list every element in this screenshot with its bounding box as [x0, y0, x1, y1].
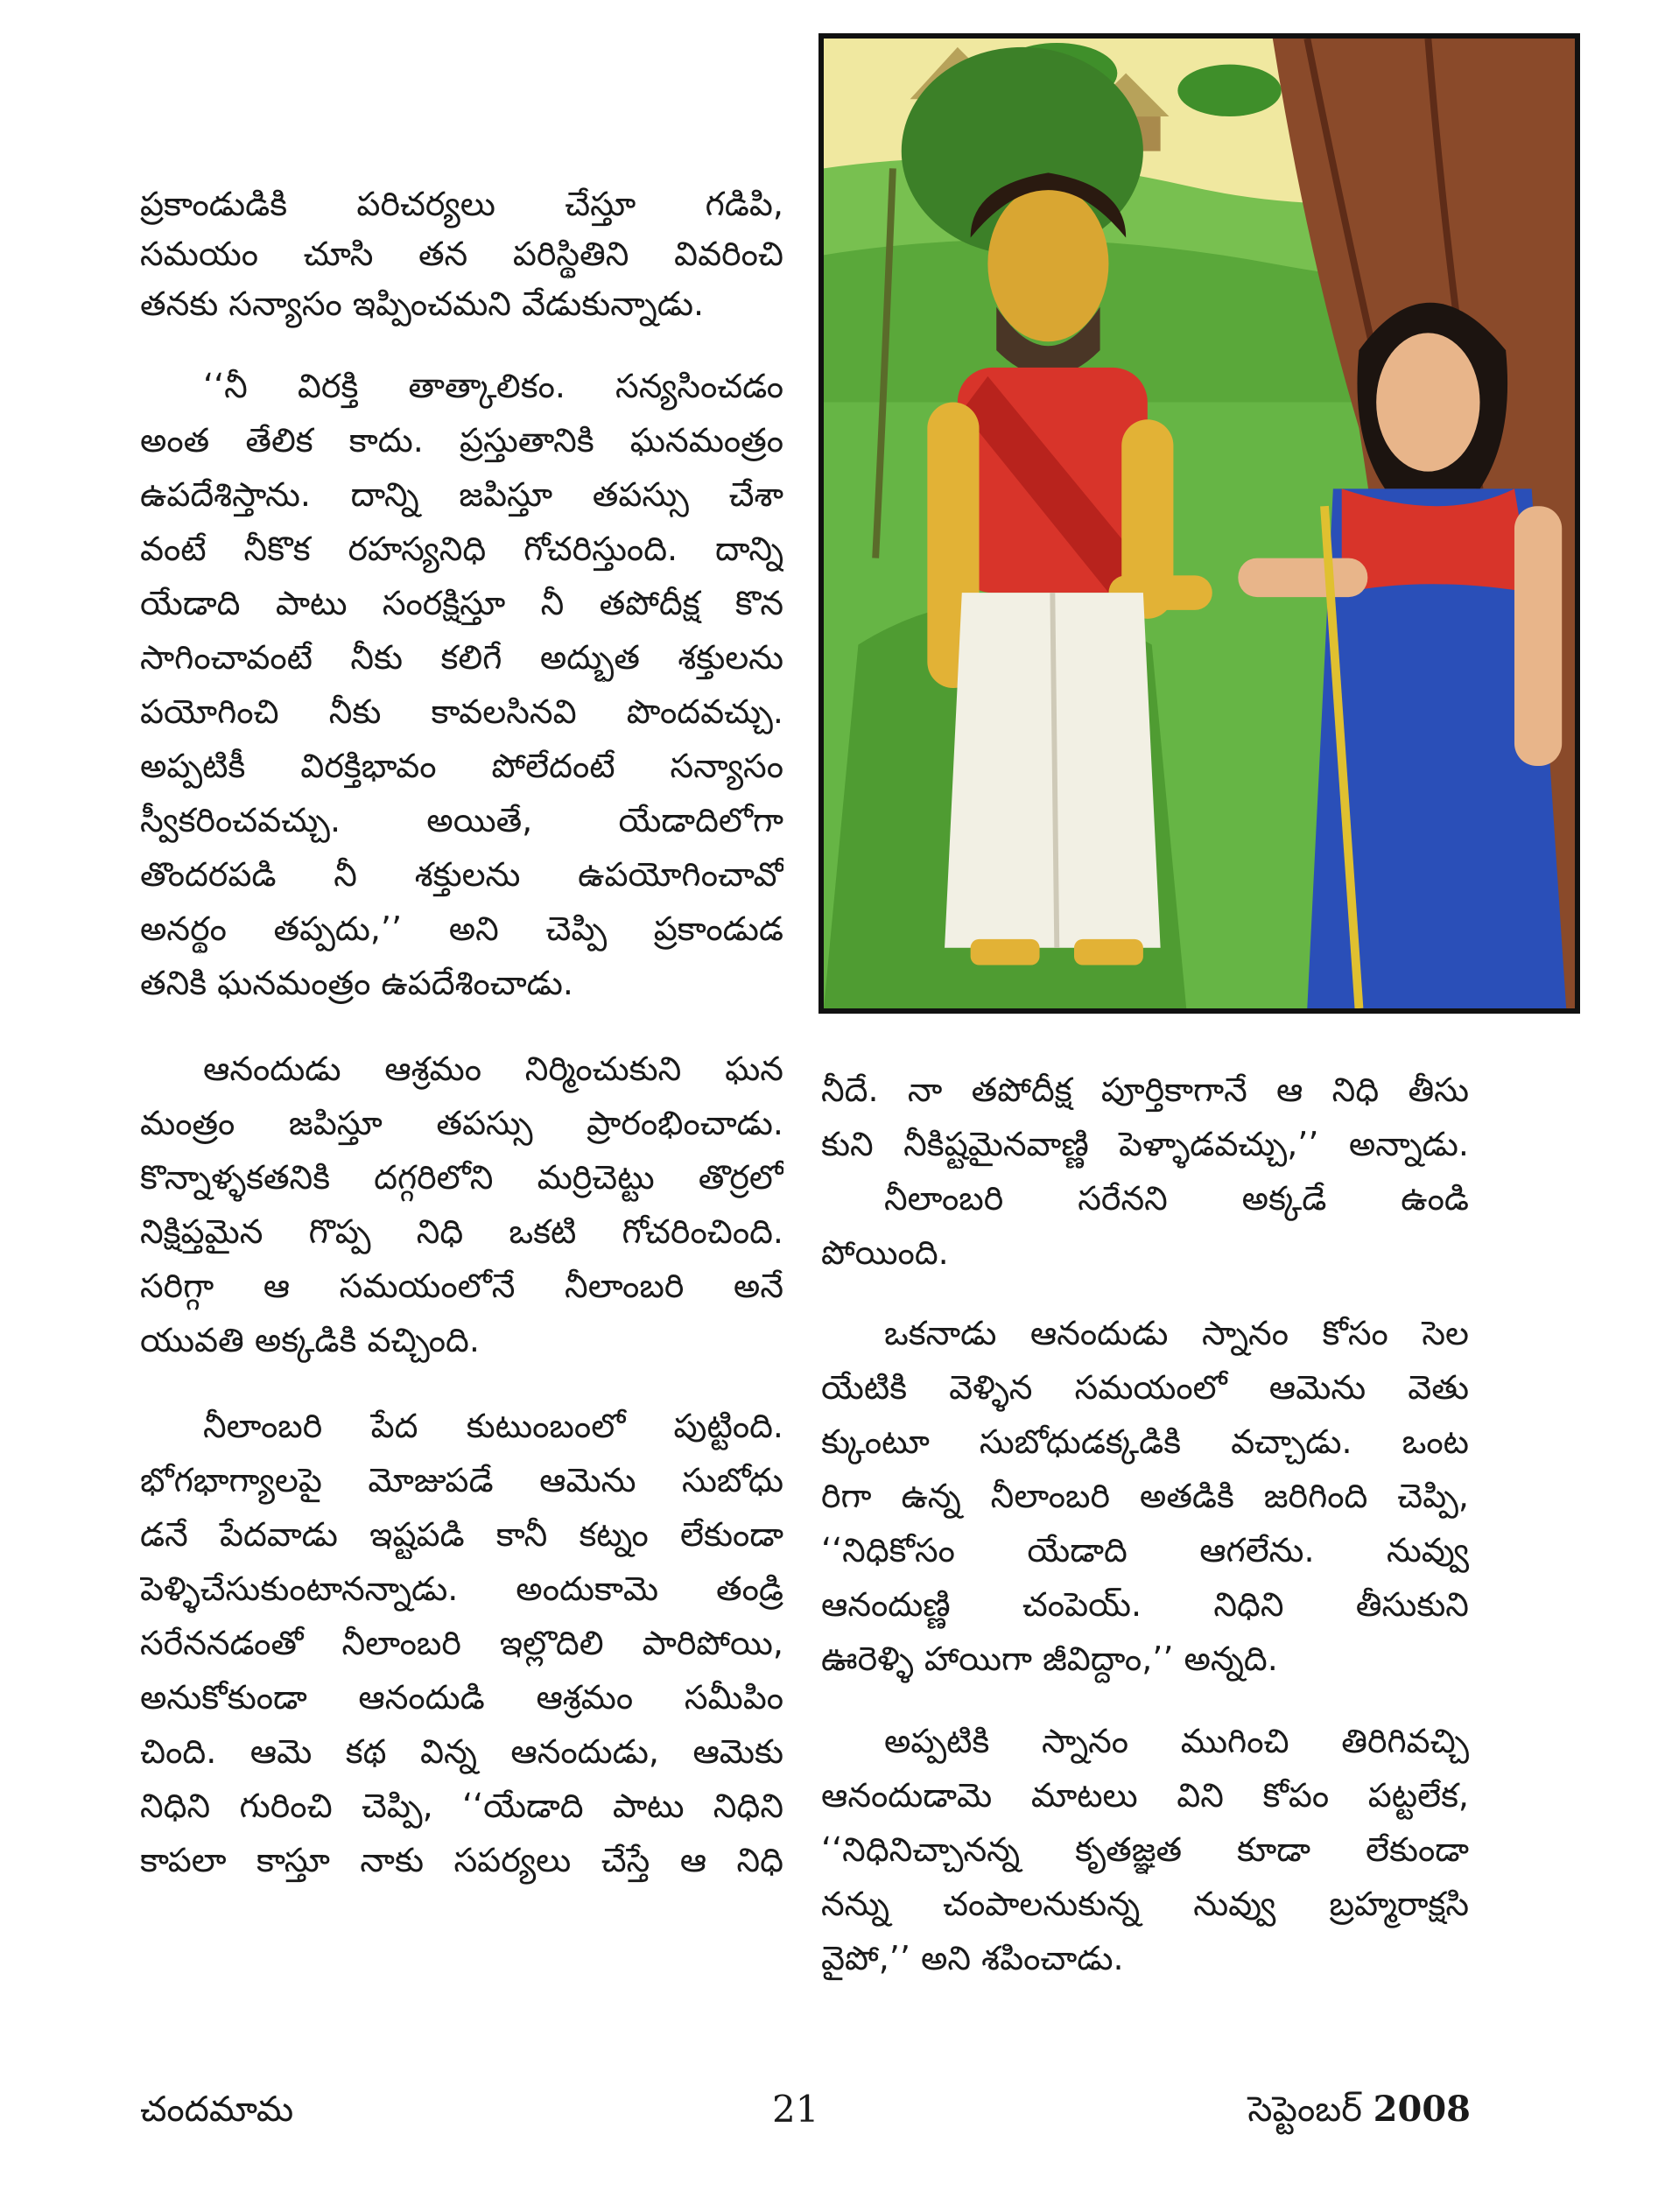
text-line: ఆనందుడు ఆశ్రమం నిర్మించుకుని ఘన — [203, 1050, 783, 1088]
text-line: ఆనందుణ్ణి చంపెయ్. నిధిని తీసుకుని — [821, 1585, 1469, 1624]
text-line: అప్పటికీ విరక్తిభావం పోలేదంటే సన్యాసం — [140, 747, 783, 785]
text-line: ఒకనాడు ఆనందుడు స్నానం కోసం సెల — [884, 1314, 1469, 1352]
text-line: నీదే. నా తపోదీక్ష పూర్తికాగానే ఆ నిధి తీసు — [821, 1071, 1469, 1109]
text-line: భోగభాగ్యాలపై మోజుపడే ఆమెను సుబోధు — [140, 1461, 783, 1499]
text-line: అనుకోకుండా ఆనందుడి ఆశ్రమం సమీపిం — [140, 1678, 783, 1717]
text-line: వంటే నీకొక రహస్యనిధి గోచరిస్తుంది. దాన్ని — [140, 530, 783, 568]
text-line: పయోగించి నీకు కావలసినవి పొందవచ్చు. — [140, 692, 783, 731]
text-line: నన్ను చంపాలనుకున్న నువ్వు బ్రహ్మరాక్షసి — [821, 1885, 1469, 1923]
text-line: వైపో,’’ అని శపించాడు. — [821, 1939, 1124, 1977]
text-line: పెళ్ళిచేసుకుంటానన్నాడు. అందుకామె తండ్రి — [140, 1569, 783, 1608]
text-line: సాగించావంటే నీకు కలిగే అద్భుత శక్తులను — [140, 638, 783, 677]
text-line: ఆనందుడామె మాటలు విని కోపం పట్టలేక, — [821, 1776, 1469, 1815]
text-line: కొన్నాళ్ళకతనికి దగ్గరిలోని మర్రిచెట్టు తొర్రలో — [140, 1158, 783, 1197]
text-line: యేడాది పాటు సంరక్షిస్తూ నీ తపోదీక్ష కొన — [140, 584, 783, 622]
text-line: నీలాంబరి పేద కుటుంబంలో పుట్టింది. — [203, 1407, 783, 1445]
text-line: కాపలా కాస్తూ నాకు సపర్యలు చేస్తే ఆ నిధి — [140, 1841, 783, 1879]
issue-month: సెప్టెంబర్ — [1247, 2089, 1362, 2130]
text-line: రిగా ఉన్న నీలాంబరి అతడికి జరిగింది చెప్పి, — [821, 1477, 1469, 1515]
man-and-woman-under-tree-illustration — [824, 39, 1575, 1008]
text-line: ఊరెళ్ళి హాయిగా జీవిద్దాం,’’ అన్నది. — [821, 1640, 1278, 1678]
text-line: నీలాంబరి సరేనని అక్కడే ఉండి — [884, 1179, 1469, 1218]
text-line: క్కుంటూ సుబోధుడక్కడికి వచ్చాడు. ఒంట — [821, 1422, 1469, 1461]
text-line: అప్పటికి స్నానం ముగించి తిరిగివచ్చి — [884, 1722, 1469, 1760]
text-line: సరేననడంతో నీలాంబరి ఇల్లొదిలి పారిపోయి, — [140, 1624, 783, 1662]
text-line: అనర్థం తప్పదు,’’ అని చెప్పి ప్రకాండుడ — [140, 909, 783, 948]
text-line: నిధిని గురించి చెప్పి, ‘‘యేడాది పాటు నిధిని — [140, 1787, 783, 1825]
text-line: ‘‘నీ విరక్తి తాత్కాలికం. సన్యసించడం — [203, 367, 783, 405]
text-line: ఉపదేశిస్తాను. దాన్ని జపిస్తూ తపస్సు చేశా — [140, 475, 783, 514]
issue-date — [1191, 2083, 1471, 2136]
text-line: తనకు సన్యాసం ఇప్పించమని వేడుకున్నాడు. — [140, 284, 705, 323]
text-line: సమయం చూసి తన పరిస్థితిని వివరించి — [140, 235, 783, 273]
text-line: సరిగ్గా ఆ సమయంలోనే నీలాంబరి అనే — [140, 1267, 783, 1305]
text-line: యేటికి వెళ్ళిన సమయంలో ఆమెను వెతు — [821, 1368, 1469, 1407]
text-line: స్వీకరించవచ్చు. అయితే, యేడాదిలోగా — [140, 801, 783, 839]
page-number: 21 — [772, 2088, 819, 2131]
text-line: మంత్రం జపిస్తూ తపస్సు ప్రారంభించాడు. — [140, 1104, 783, 1142]
text-line: యువతి అక్కడికి వచ్చింది. — [140, 1321, 480, 1359]
text-line: తొందరపడి నీ శక్తులను ఉపయోగించావో — [140, 855, 783, 894]
text-line: నిక్షిప్తమైన గొప్ప నిధి ఒకటి గోచరించింది. — [140, 1212, 783, 1251]
text-line: చింది. ఆమె కథ విన్న ఆనందుడు, ఆమెకు — [140, 1732, 783, 1771]
text-line: పోయింది. — [821, 1233, 949, 1272]
issue-year: 2008 — [1373, 2089, 1471, 2130]
text-line: అంత తేలిక కాదు. ప్రస్తుతానికి ఘనమంత్రం — [140, 421, 783, 460]
text-line: డనే పేదవాడు ఇష్టపడి కానీ కట్నం లేకుండా — [140, 1515, 783, 1554]
magazine-name: చందమామ — [140, 2089, 294, 2130]
text-line: ప్రకాండుడికి పరిచర్యలు చేస్తూ గడిపి, — [140, 185, 783, 223]
text-line: ‘‘నిధినిచ్చానన్న కృతజ్ఞత కూడా లేకుండా — [821, 1830, 1469, 1869]
text-line: తనికి ఘనమంత్రం ఉపదేశించాడు. — [140, 964, 574, 1002]
text-line: ‘‘నిధికోసం యేడాది ఆగలేను. నువ్వు — [821, 1531, 1469, 1569]
story-illustration — [818, 33, 1580, 1014]
text-line: కుని నీకిష్టమైనవాణ్ణి పెళ్ళాడవచ్చు,’’ అన్నాడు. — [821, 1125, 1469, 1163]
